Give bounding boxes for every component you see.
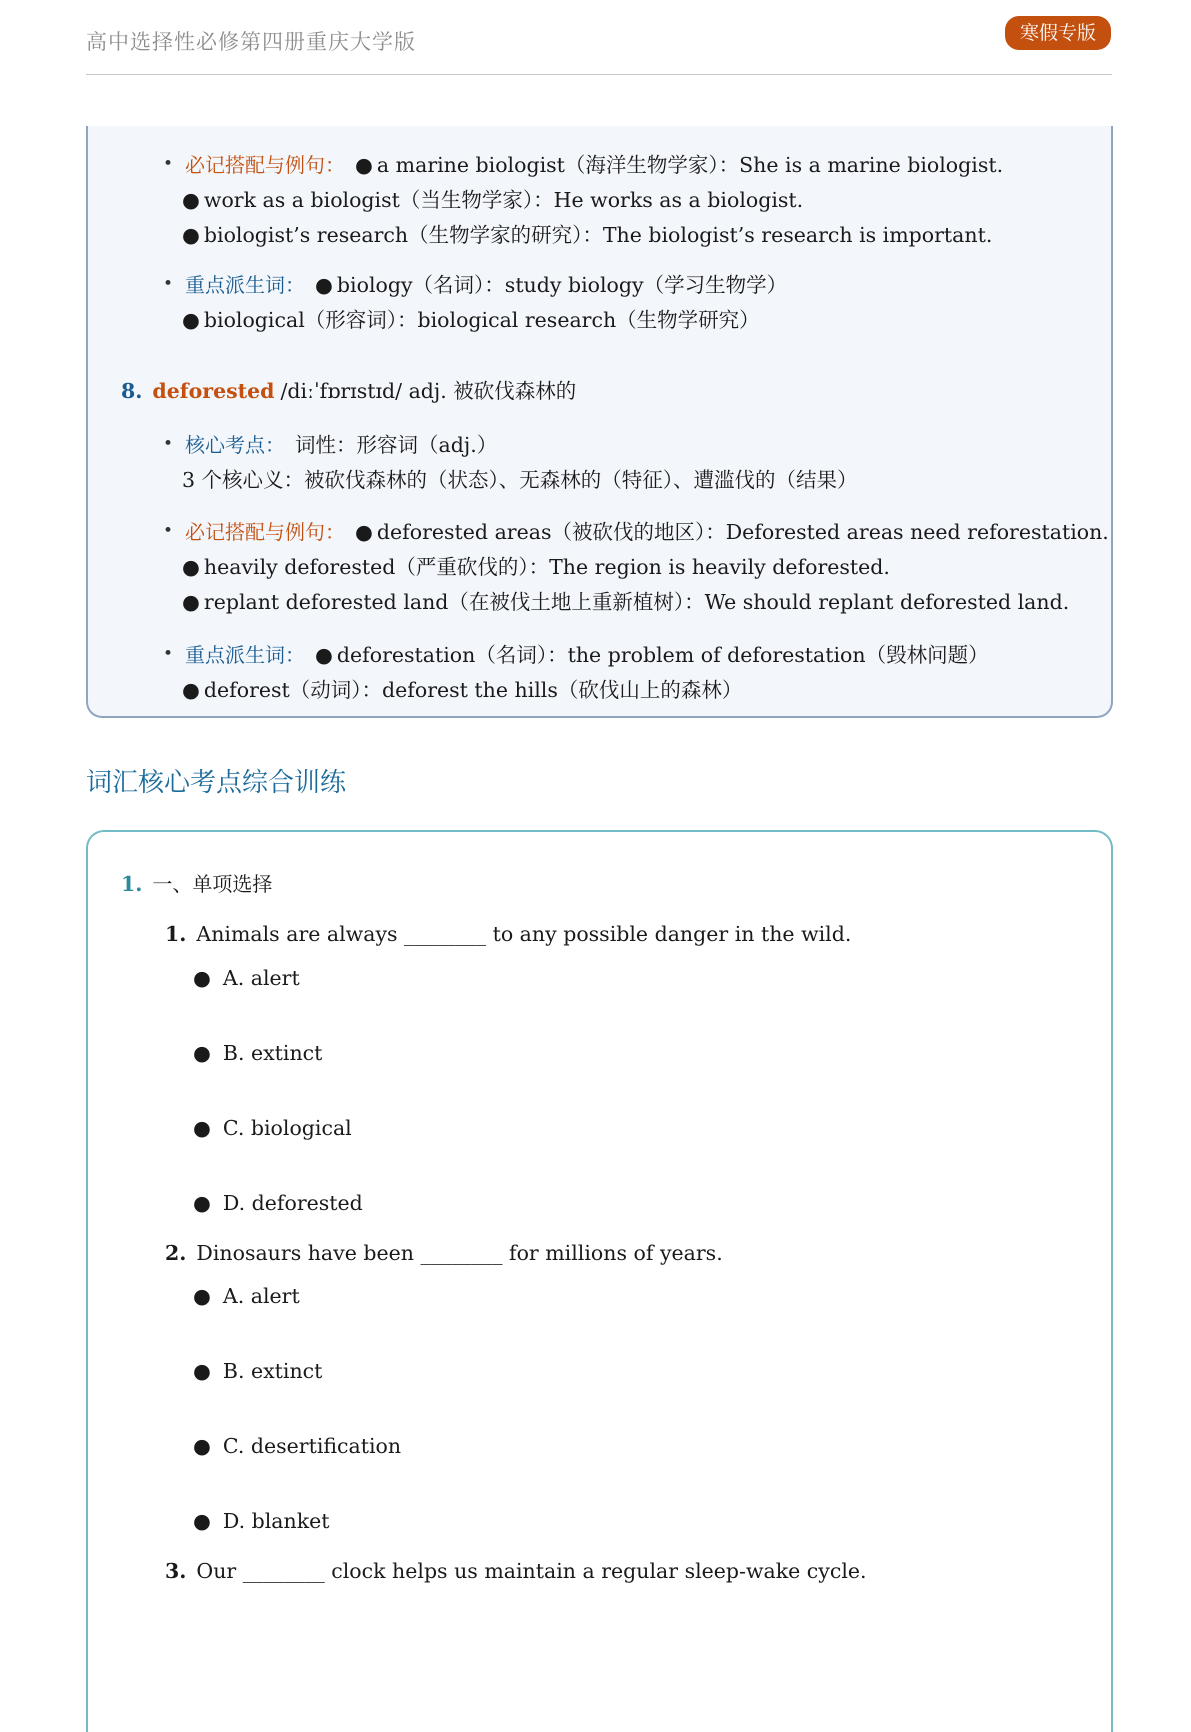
bullet-icon: ● xyxy=(182,555,200,579)
bullet-dot-icon: • xyxy=(163,154,174,174)
bullet-icon: ● xyxy=(193,1509,211,1533)
bullet-icon: ● xyxy=(193,1116,211,1140)
question-number: 1. xyxy=(165,922,187,946)
answer-option[interactable] xyxy=(193,1284,300,1308)
collocation-line xyxy=(182,550,890,580)
collocations-label: 必记搭配与例句： xyxy=(185,153,346,177)
collocation-item: work as a biologist（当生物学家）：He works as a biologist. xyxy=(203,188,804,212)
bullet-icon: ● xyxy=(182,678,200,702)
question-text: Dinosaurs have been ________ for millions of years. xyxy=(196,1241,723,1265)
collocation-line xyxy=(182,585,1069,615)
bullet-icon: ● xyxy=(193,1359,211,1383)
derivative-item: deforest（动词）：deforest the hills（砍伐山上的森林） xyxy=(203,678,743,702)
bullet-icon: ● xyxy=(355,520,373,544)
bullet-dot-icon: • xyxy=(163,521,174,541)
collocations-line xyxy=(163,148,1003,178)
answer-option[interactable] xyxy=(193,1359,322,1383)
exercise-heading-text: 一、单项选择 xyxy=(152,872,273,896)
bullet-icon: ● xyxy=(193,1284,211,1308)
derivatives-label: 重点派生词： xyxy=(185,273,306,297)
answer-option[interactable] xyxy=(193,966,300,990)
option-text: A. alert xyxy=(222,966,300,990)
bullet-icon: ● xyxy=(182,308,200,332)
entry-definition: /diːˈfɒrɪstɪd/ adj. 被砍伐森林的 xyxy=(280,379,577,403)
bullet-icon: ● xyxy=(355,153,373,177)
edition-badge: 寒假专版 xyxy=(1005,16,1111,50)
answer-option[interactable] xyxy=(193,1434,401,1458)
core-points-label: 核心考点： xyxy=(185,433,286,457)
collocation-item: a marine biologist（海洋生物学家）：She is a marine biologist. xyxy=(376,153,1004,177)
derivative-item: biological（形容词）：biological research（生物学研究） xyxy=(203,308,760,332)
bullet-icon: ● xyxy=(193,1041,211,1065)
core-points-line xyxy=(163,428,497,458)
exercise-number: 1. xyxy=(121,872,143,896)
bullet-dot-icon: • xyxy=(163,434,174,454)
collocations-label: 必记搭配与例句： xyxy=(185,520,346,544)
bullet-icon: ● xyxy=(182,223,200,247)
vocabulary-entry-box xyxy=(86,126,1113,718)
bullet-icon: ● xyxy=(182,188,200,212)
option-text: C. desertification xyxy=(222,1434,402,1458)
option-text: B. extinct xyxy=(222,1359,323,1383)
question-text: Our ________ clock helps us maintain a regular sleep-wake cycle. xyxy=(196,1559,867,1583)
derivative-line xyxy=(182,303,760,333)
collocation-item: replant deforested land（在被伐土地上重新植树）：We should replant deforested land. xyxy=(203,590,1070,614)
collocation-item: heavily deforested（严重砍伐的）：The region is heavily deforested. xyxy=(203,555,890,579)
derivative-item: deforestation（名词）：the problem of deforestation（毁林问题） xyxy=(336,643,989,667)
derivatives-line xyxy=(163,638,989,668)
answer-option[interactable] xyxy=(193,1191,363,1215)
question xyxy=(165,1241,723,1265)
question xyxy=(165,922,851,946)
option-text: C. biological xyxy=(222,1116,352,1140)
derivatives-line xyxy=(163,268,787,298)
bullet-icon: ● xyxy=(193,1191,211,1215)
word-entry-heading xyxy=(121,374,576,404)
answer-option[interactable] xyxy=(193,1509,330,1533)
entry-word: deforested xyxy=(152,379,275,403)
bullet-icon: ● xyxy=(315,643,333,667)
bullet-icon: ● xyxy=(193,1434,211,1458)
bullet-icon: ● xyxy=(182,590,200,614)
option-text: D. blanket xyxy=(222,1509,330,1533)
question-number: 3. xyxy=(165,1559,187,1583)
core-meanings-line xyxy=(182,463,858,493)
core-point-text: 词性：形容词（adj.） xyxy=(295,433,498,457)
answer-option[interactable] xyxy=(193,1041,322,1065)
header-divider xyxy=(86,74,1112,75)
collocations-line xyxy=(163,515,1109,545)
page-header-title: 高中选择性必修第四册重庆大学版 xyxy=(86,30,416,54)
question-number: 2. xyxy=(165,1241,187,1265)
derivative-item: biology（名词）：study biology（学习生物学） xyxy=(336,273,788,297)
section-title: 词汇核心考点综合训练 xyxy=(86,768,347,798)
collocation-item: deforested areas（被砍伐的地区）：Deforested areas need reforestation. xyxy=(376,520,1109,544)
collocation-line xyxy=(182,218,992,248)
collocation-item: biologist’s research（生物学家的研究）：The biologist’s research is important. xyxy=(203,223,993,247)
bullet-dot-icon: • xyxy=(163,644,174,664)
derivatives-label: 重点派生词： xyxy=(185,643,306,667)
option-text: A. alert xyxy=(222,1284,300,1308)
option-text: D. deforested xyxy=(222,1191,363,1215)
collocation-line xyxy=(182,183,803,213)
option-text: B. extinct xyxy=(222,1041,323,1065)
derivative-line xyxy=(182,673,742,703)
answer-option[interactable] xyxy=(193,1116,352,1140)
bullet-icon: ● xyxy=(315,273,333,297)
bullet-icon: ● xyxy=(193,966,211,990)
question xyxy=(165,1559,867,1583)
exercise-heading xyxy=(121,868,272,897)
question-text: Animals are always ________ to any possible danger in the wild. xyxy=(196,922,852,946)
entry-number: 8. xyxy=(121,379,143,403)
bullet-dot-icon: • xyxy=(163,274,174,294)
core-point-text: 3 个核心义：被砍伐森林的（状态）、无森林的（特征）、遭滥伐的（结果） xyxy=(182,468,858,492)
